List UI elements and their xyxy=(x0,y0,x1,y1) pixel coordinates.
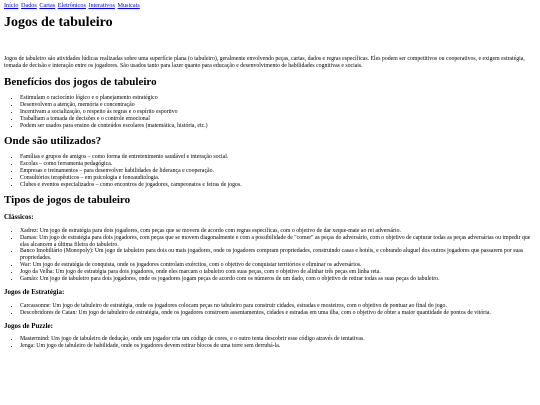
list-item: • Famílias e grupos de amigos – como forma de entretenimento saudável e interação social. xyxy=(20,154,536,161)
list-item: • Banco Imobiliário (Monopoly): Um jogo de tabuleiro para dois ou mais jogadores, onde os jogadores compram propriedades, construindo casas e hotéis, e cobrando aluguel dos outros jogadores que passarem por suas propriedades. xyxy=(20,248,536,262)
types-heading: Tipos de jogos de tabuleiro xyxy=(4,194,131,207)
page-title: Jogos de tabuleiro xyxy=(4,15,113,31)
list-item: • Empresas e treinamentos – para desenvolver habilidades de liderança e cooperação. xyxy=(20,168,536,175)
nav-link-eletronicos[interactable]: Eletrônicos xyxy=(57,2,86,9)
usage-heading: Onde são utilizados? xyxy=(4,135,102,148)
nav-link-cartas[interactable]: Cartas xyxy=(39,2,56,9)
list-item: • Incentivam a socialização, o respeito às regras e o espírito esportivo xyxy=(20,109,536,116)
list-item: • Clubes e eventos especializados – como encontros de jogadores, campeonatos e feiras de jogos. xyxy=(20,182,536,189)
list-item: • Desenvolvem a atenção, memória e concentração xyxy=(20,102,536,109)
top-nav xyxy=(4,2,536,9)
puzzle-heading: Jogos de Puzzle: xyxy=(4,321,53,330)
list-item: • Jogo da Velha: Um jogo de estratégia para dois jogadores, onde eles marcam o tabuleiro com suas peças, com o objetivo de alinhar três peças em linha reta. xyxy=(20,269,536,276)
nav-link-interativos[interactable]: Interativos xyxy=(88,2,115,9)
list-item: • Jenga: Um jogo de tabuleiro de habilidade, onde os jogadores devem retirar blocos de uma torre sem derrubá-la. xyxy=(20,343,536,350)
benefits-heading: Benefícios dos jogos de tabuleiro xyxy=(4,76,157,89)
list-item: • War: Um jogo de estratégia de conquista, onde os jogadores controlam exércitos, com o objetivo de conquistar territórios e eliminar os adversários. xyxy=(20,262,536,269)
usage-list xyxy=(4,154,536,189)
nav-link-dados[interactable]: Dados xyxy=(20,2,37,9)
nav-link-musicais[interactable]: Musicais xyxy=(117,2,140,9)
benefits-list xyxy=(4,95,536,130)
list-item: • Trabalham a tomada de decisões e o controle emocional xyxy=(20,116,536,123)
list-item: • Xadrez: Um jogo de estratégia para dois jogadores, com peças que se movem de acordo com regras específicas, com o objetivo de dar xeque-mate ao rei adversário. xyxy=(20,228,536,235)
list-item: • Consultórios terapêuticos – em psicologia e fonoaudiologia. xyxy=(20,175,536,182)
list-item: • Podem ser usados para ensino de conteúdos escolares (matemática, história, etc.) xyxy=(20,123,536,130)
list-item: • Estimulam o raciocínio lógico e o planejamento estratégico xyxy=(20,95,536,102)
strategy-heading: Jogos de Estratégia: xyxy=(4,288,65,297)
strategy-list xyxy=(4,303,536,317)
list-item: • Escolas – como ferramenta pedagógica. xyxy=(20,161,536,168)
list-item: • Carcassonne: Um jogo de tabuleiro de estratégia, onde os jogadores colocam peças no tabuleiro para construir cidades, estradas e mosteiros, com o objetivo de pontuar ao final do jogo. xyxy=(20,303,536,310)
intro-paragraph: Jogos de tabuleiro são atividades lúdicas realizadas sobre uma superfície plana (o tabuleiro), geralmente envolvendo peças, cartas, dados e regras específicas. Eles podem ser competitivos ou cooperativos, e exigem estratégia, tomada de decisão e interação entre os jogadores. São usados tanto para lazer quanto para educação e desenvolvimento de habilidades cognitivas e sociais. xyxy=(4,56,525,70)
list-item: • Mastermind: Um jogo de tabuleiro de dedução, onde um jogador cria um código de cores, e o outro tenta descobrir esse código através de tentativas. xyxy=(20,336,536,343)
classics-list xyxy=(4,228,536,284)
list-item: • Gamão: Um jogo de tabuleiro para dois jogadores, onde os jogadores jogam peças de acordo com os números de um dado, com o objetivo de retirar todas as suas peças do tabuleiro. xyxy=(20,276,536,283)
list-item: • Descobridores de Catan: Um jogo de tabuleiro de estratégia, onde os jogadores constroem assentamentos, cidades e estradas em uma ilha, com o objetivo de obter a maior quantidade de pontos de vitória. xyxy=(20,310,536,317)
puzzle-list xyxy=(4,336,536,350)
list-item: • Damas: Um jogo de estratégia para dois jogadores, com peças que se movem diagonalmente e com a possibilidade de "comer" as peças do adversário, com o objetivo de capturar todas as peças adversárias ou impedir que elas alcancem a última fileira do tabuleiro. xyxy=(20,235,536,249)
classics-heading: Clássicos: xyxy=(4,213,34,222)
nav-link-inicio[interactable]: Início xyxy=(4,2,19,9)
